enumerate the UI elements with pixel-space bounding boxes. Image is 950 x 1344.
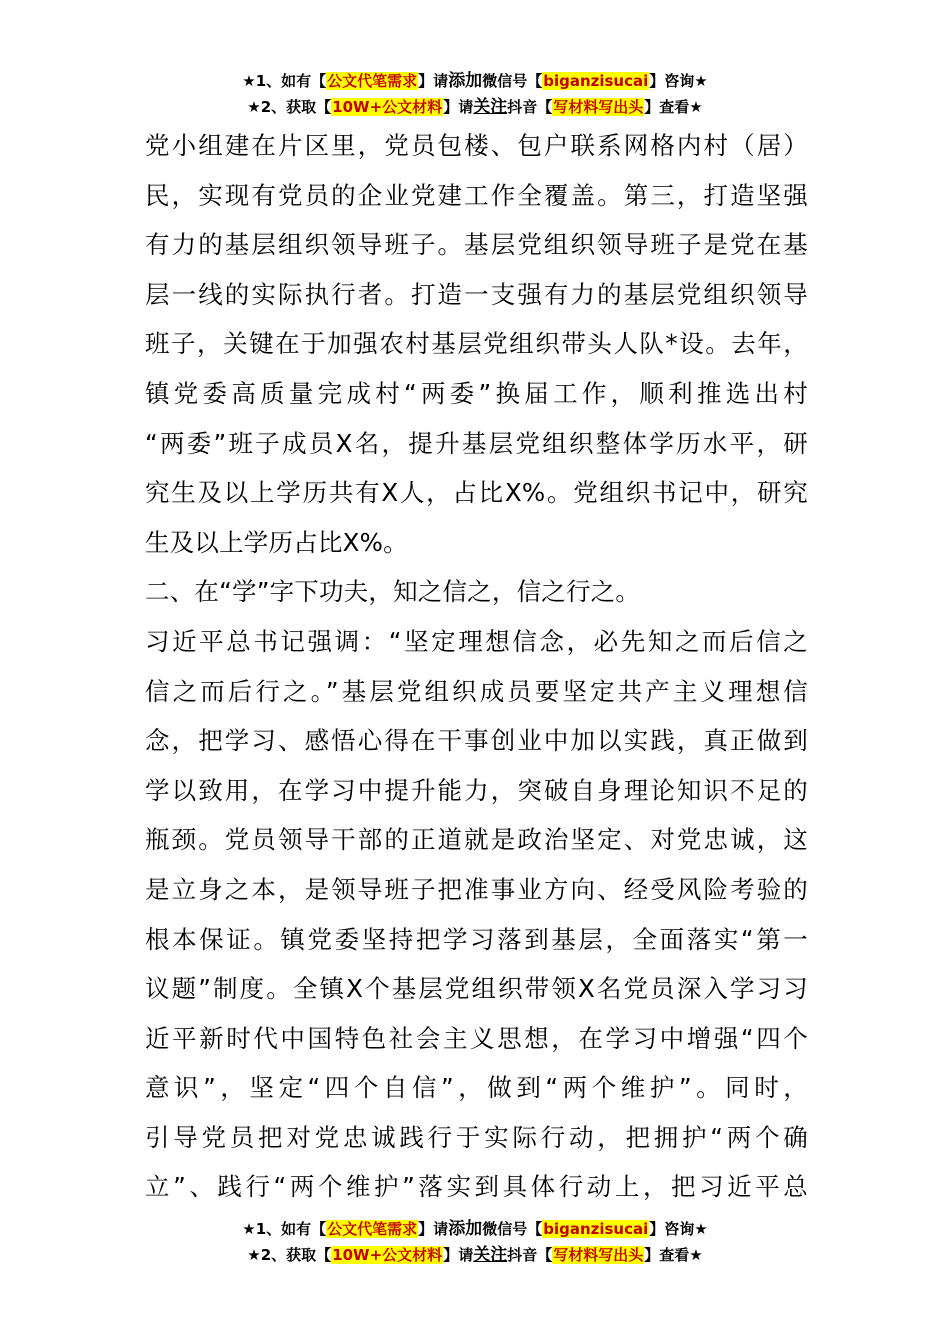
banner-emphasis: 关注 [473,97,508,117]
paragraph-2 [145,617,808,1212]
top-banner [0,68,950,120]
banner-text: 微信号【 [482,1220,543,1238]
banner-text: 】咨询★ [649,72,708,90]
text-line: 意识”，坚定“四个自信”，做到“两个维护”。同时， [145,1073,808,1103]
text-line: 有力的基层组织领导班子。基层党组织领导班子是党在基 [145,230,808,260]
banner-text: 】请 [443,1246,474,1264]
banner-line-1 [0,68,950,94]
banner-emphasis: 添加 [448,1219,483,1239]
banner-highlight: 公文代笔需求 [327,72,418,90]
text-line: 习近平总书记强调：“坚定理想信念，必先知之而后信之 [145,626,808,656]
banner-highlight-douyin: 写材料写出头 [553,1246,644,1264]
banner-emphasis: 关注 [473,1245,508,1265]
text-line: 班子，关键在于加强农村基层党组织带头人队*设。去年， [145,329,808,359]
text-line: “两委”班子成员X名，提升基层党组织整体学历水平，研 [145,428,808,458]
text-line: 根本保证。镇党委坚持把学习落到基层，全面落实“第一 [145,924,808,954]
banner-text: 微信号【 [482,72,543,90]
banner-text: 】请 [443,98,474,116]
banner-emphasis: 添加 [448,71,483,91]
banner-text: 】请 [418,72,449,90]
bottom-banner [0,1216,950,1268]
document-body [145,121,808,1212]
text-line: 生及以上学历占比X%。 [145,527,408,557]
banner-line-2 [0,94,950,120]
heading-line: 二、在“学”字下功夫，知之信之，信之行之。 [145,577,641,607]
text-line: 议题”制度。全镇X个基层党组织带领X名党员深入学习习 [145,974,808,1004]
text-line: 近平新时代中国特色社会主义思想，在学习中增强“四个 [145,1023,808,1053]
section-heading [145,567,808,617]
banner-line-1 [0,1216,950,1242]
text-line: 瓶颈。党员领导干部的正道就是政治坚定、对党忠诚，这 [145,825,808,855]
text-line: 层一线的实际执行者。打造一支强有力的基层党组织领导 [145,279,808,309]
banner-text: 】查看★ [644,1246,703,1264]
banner-text: 抖音【 [507,1246,553,1264]
text-line: 信之而后行之。”基层党组织成员要坚定共产主义理想信 [145,676,808,706]
paragraph-1 [145,121,808,567]
banner-text: ★1、如有【 [242,1220,327,1238]
text-line: 学以致用，在学习中提升能力，突破自身理论知识不足的 [145,775,808,805]
banner-text: ★2、获取【 [247,98,332,116]
banner-highlight-wechat: biganzisucai [543,1220,649,1238]
banner-highlight-wechat: biganzisucai [543,72,649,90]
banner-highlight-douyin: 写材料写出头 [553,98,644,116]
text-line: 民，实现有党员的企业党建工作全覆盖。第三，打造坚强 [145,180,808,210]
banner-text: 】咨询★ [649,1220,708,1238]
banner-highlight: 10W+公文材料 [332,98,443,116]
banner-text: ★1、如有【 [242,72,327,90]
banner-highlight: 10W+公文材料 [332,1246,443,1264]
text-line: 是立身之本，是领导班子把准事业方向、经受风险考验的 [145,874,808,904]
text-line: 究生及以上学历共有X人，占比X%。党组织书记中，研究 [145,478,808,508]
banner-text: ★2、获取【 [247,1246,332,1264]
text-line: 党小组建在片区里，党员包楼、包户联系网格内村（居） [145,131,808,160]
banner-line-2 [0,1242,950,1268]
banner-text: 抖音【 [507,98,553,116]
text-line: 镇党委高质量完成村“两委”换届工作，顺利推选出村 [145,378,808,408]
text-line: 立”、践行“两个维护”落实到具体行动上，把习近平总 [145,1172,808,1202]
banner-text: 】请 [418,1220,449,1238]
banner-text: 】查看★ [644,98,703,116]
banner-highlight: 公文代笔需求 [327,1220,418,1238]
text-line: 念，把学习、感悟心得在干事创业中加以实践，真正做到 [145,726,808,756]
text-line: 引导党员把对党忠诚践行于实际行动，把拥护“两个确 [145,1122,808,1152]
